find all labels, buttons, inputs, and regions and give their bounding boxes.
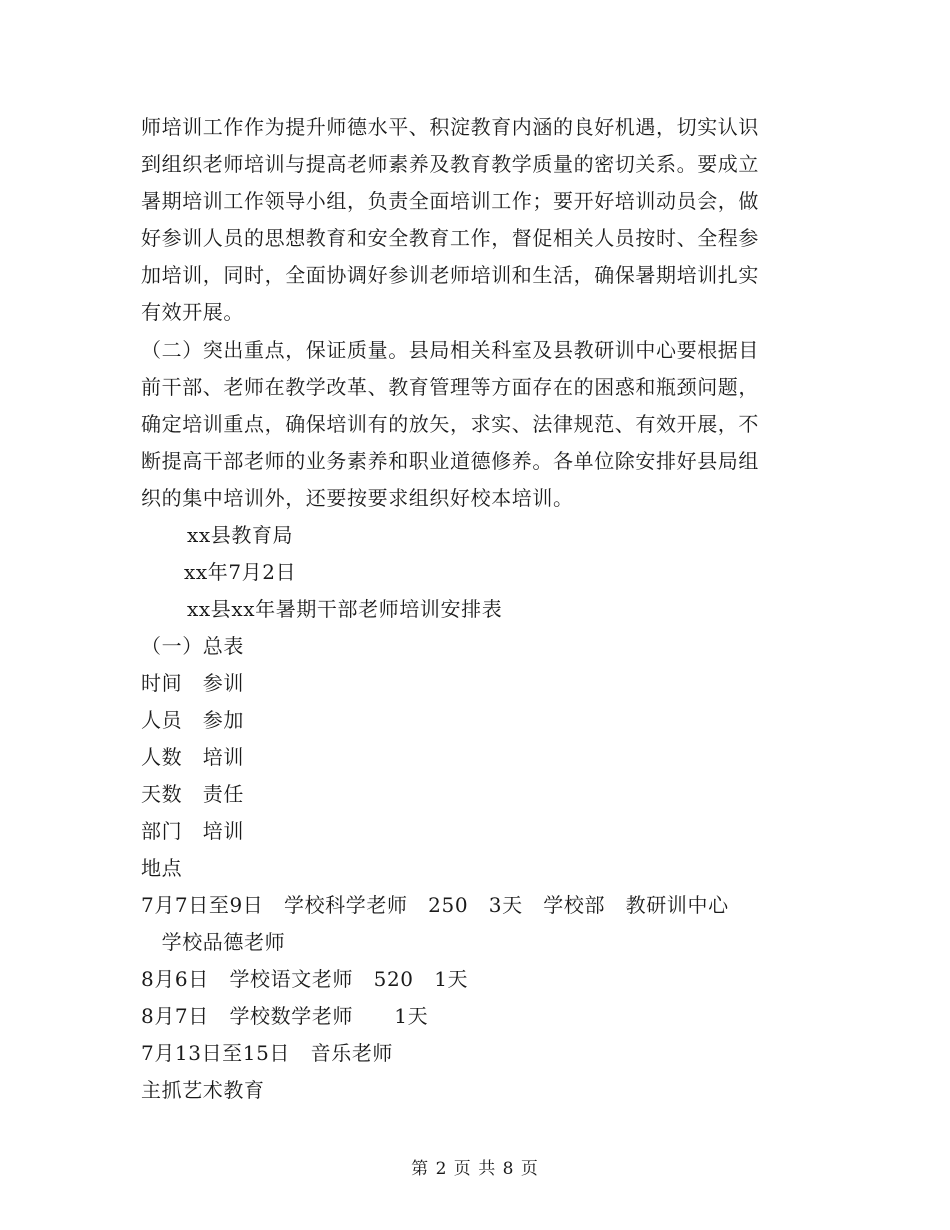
table-row: 8月6日 学校语文老师 520 1天 [141, 967, 469, 991]
paragraph-line: 前干部、老师在教学改革、教育管理等方面存在的困惑和瓶颈问题， [141, 375, 759, 399]
signature-org: xx县教育局 [187, 523, 294, 547]
table-header-line: 部门 培训 [141, 819, 244, 843]
paragraph-line: 师培训工作作为提升师德水平、积淀教育内涵的良好机遇，切实认识 [141, 115, 759, 139]
table-row: 7月13日至15日 音乐老师 [141, 1041, 394, 1065]
paragraph-line: 暑期培训工作领导小组，负责全面培训工作；要开好培训动员会，做 [141, 189, 759, 213]
table-header-line: 人员 参加 [141, 708, 244, 732]
table-row: 学校品德老师 [141, 930, 286, 954]
paragraph-line: 到组织老师培训与提高老师素养及教育教学质量的密切关系。要成立 [141, 152, 759, 176]
table-title: xx县xx年暑期干部老师培训安排表 [187, 597, 503, 621]
section-title: （一）总表 [141, 634, 244, 658]
paragraph-line: （二）突出重点，保证质量。县局相关科室及县教研训中心要根据目 [141, 338, 759, 362]
paragraph-line: 断提高干部老师的业务素养和职业道德修养。各单位除安排好县局组 [141, 449, 759, 473]
paragraph-line: 织的集中培训外，还要按要求组织好校本培训。 [141, 486, 574, 510]
table-header-line: 人数 培训 [141, 745, 244, 769]
table-row: 7月7日至9日 学校科学老师 250 3天 学校部 教研训中心 [141, 893, 729, 917]
paragraph-line: 确定培训重点，确保培训有的放矢，求实、法律规范、有效开展，不 [141, 412, 759, 436]
table-header-line: 天数 责任 [141, 782, 244, 806]
table-header-line: 地点 [141, 856, 183, 880]
signature-date: xx年7月2日 [184, 560, 297, 584]
table-row: 主抓艺术教育 [141, 1078, 265, 1102]
paragraph-line: 有效开展。 [141, 300, 244, 324]
table-row: 8月7日 学校数学老师 1天 [141, 1004, 429, 1028]
table-header-line: 时间 参训 [141, 671, 244, 695]
paragraph-line: 好参训人员的思想教育和安全教育工作，督促相关人员按时、全程参 [141, 226, 759, 250]
paragraph-line: 加培训，同时，全面协调好参训老师培训和生活，确保暑期培训扎实 [141, 263, 759, 287]
page-number-footer: 第 2 页 共 8 页 [411, 1159, 539, 1179]
